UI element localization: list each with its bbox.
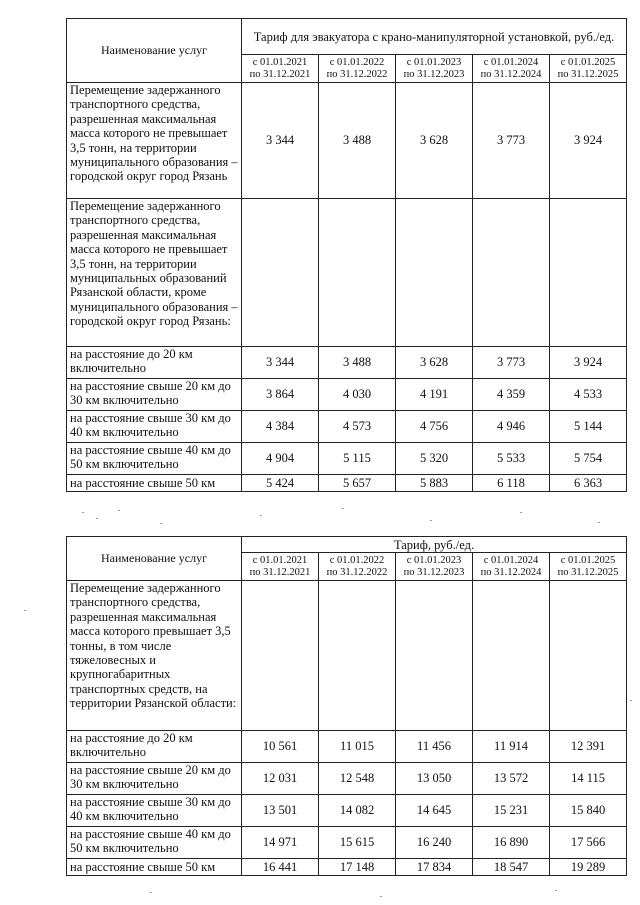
tariff-value-cell: 4 384 xyxy=(242,411,319,443)
scan-speck xyxy=(260,515,262,516)
tariff-value-cell xyxy=(242,581,319,731)
tariff-value-cell: 14 115 xyxy=(550,763,627,795)
tariff-value-cell: 13 572 xyxy=(473,763,550,795)
tariff-value-cell: 3 488 xyxy=(319,83,396,199)
scan-speck xyxy=(342,508,344,509)
tariff-group-header: Тариф, руб./ед. xyxy=(242,537,627,553)
tariff-value-cell: 11 015 xyxy=(319,731,396,763)
tariff-value-cell: 10 561 xyxy=(242,731,319,763)
tariff-value-cell: 3 924 xyxy=(550,347,627,379)
table-row xyxy=(67,859,627,876)
tariff-value-cell: 15 840 xyxy=(550,795,627,827)
tariff-value-cell: 5 320 xyxy=(396,443,473,475)
period-header: с 01.01.2025 по 31.12.2025 xyxy=(550,553,627,581)
table-row xyxy=(67,475,627,492)
tariff-value-cell xyxy=(550,199,627,347)
tariff-value-cell: 4 030 xyxy=(319,379,396,411)
scan-speck xyxy=(520,512,522,513)
scan-speck xyxy=(24,610,26,611)
tariff-value-cell xyxy=(473,199,550,347)
period-header: с 01.01.2023 по 31.12.2023 xyxy=(396,55,473,83)
service-name-cell: на расстояние свыше 40 км до 50 км включительно xyxy=(67,827,242,859)
tariff-value-cell: 18 547 xyxy=(473,859,550,876)
table-header-row xyxy=(67,19,627,55)
service-name-cell: Перемещение задержанного транспортного средства, разрешенная максимальная масса которого не превышает 3,5 тонн, на территории муниципального образования – городской округ город Рязань xyxy=(67,83,242,199)
service-name-cell: на расстояние свыше 20 км до 30 км включительно xyxy=(67,763,242,795)
period-header: с 01.01.2025 по 31.12.2025 xyxy=(550,55,627,83)
table-row xyxy=(67,199,627,347)
scan-speck xyxy=(160,523,162,524)
table-row xyxy=(67,379,627,411)
tariff-value-cell xyxy=(396,199,473,347)
period-header: с 01.01.2023 по 31.12.2023 xyxy=(396,553,473,581)
period-header: с 01.01.2024 по 31.12.2024 xyxy=(473,553,550,581)
table-row xyxy=(67,731,627,763)
service-name-cell: на расстояние до 20 км включительно xyxy=(67,347,242,379)
scan-speck xyxy=(150,892,152,893)
scan-speck xyxy=(96,518,98,519)
table-row xyxy=(67,763,627,795)
tariff-value-cell: 5 533 xyxy=(473,443,550,475)
service-name-cell: на расстояние свыше 30 км до 40 км включительно xyxy=(67,795,242,827)
scan-speck xyxy=(118,510,120,511)
service-name-cell: Перемещение задержанного транспортного средства, разрешенная максимальная масса которого превышает 3,5 тонны, в том числе тяжеловесных и крупногабаритных транспортных средств, на территории Рязанской области: xyxy=(67,581,242,731)
period-header: с 01.01.2024 по 31.12.2024 xyxy=(473,55,550,83)
tariff-value-cell: 12 031 xyxy=(242,763,319,795)
tariff-value-cell xyxy=(550,581,627,731)
service-name-cell: на расстояние до 20 км включительно xyxy=(67,731,242,763)
tariff-value-cell: 5 883 xyxy=(396,475,473,492)
tariff-value-cell: 4 573 xyxy=(319,411,396,443)
scan-speck xyxy=(555,890,557,891)
table-row xyxy=(67,827,627,859)
tariff-value-cell: 13 501 xyxy=(242,795,319,827)
tariff-value-cell xyxy=(319,581,396,731)
tariff-value-cell: 12 391 xyxy=(550,731,627,763)
tariff-value-cell: 3 628 xyxy=(396,347,473,379)
tariff-value-cell: 3 628 xyxy=(396,83,473,199)
tariff-value-cell: 14 971 xyxy=(242,827,319,859)
service-column-header: Наименование услуг xyxy=(67,537,242,581)
period-header: с 01.01.2021 по 31.12.2021 xyxy=(242,553,319,581)
service-name-cell: Перемещение задержанного транспортного средства, разрешенная максимальная масса которого не превышает 3,5 тонн, на территории муниципальных образований Рязанской области, кроме муниципального образования – городской округ город Рязань: xyxy=(67,199,242,347)
table-header-row xyxy=(67,537,627,553)
tariff-value-cell: 14 645 xyxy=(396,795,473,827)
tariff-value-cell: 3 773 xyxy=(473,347,550,379)
tariff-value-cell: 11 456 xyxy=(396,731,473,763)
tariff-value-cell: 15 615 xyxy=(319,827,396,859)
tariff-group-header: Тариф для эвакуатора с крано-манипуляторной установкой, руб./ед. xyxy=(242,19,627,55)
table-row xyxy=(67,581,627,731)
period-header: с 01.01.2021 по 31.12.2021 xyxy=(242,55,319,83)
tariff-value-cell: 11 914 xyxy=(473,731,550,763)
table-row xyxy=(67,795,627,827)
tariff-value-cell: 4 359 xyxy=(473,379,550,411)
tariff-value-cell: 3 488 xyxy=(319,347,396,379)
period-header: с 01.01.2022 по 31.12.2022 xyxy=(319,553,396,581)
service-column-header: Наименование услуг xyxy=(67,19,242,83)
tariff-value-cell: 4 946 xyxy=(473,411,550,443)
table-row xyxy=(67,411,627,443)
tariff-value-cell: 14 082 xyxy=(319,795,396,827)
scan-speck xyxy=(82,512,84,513)
tariff-value-cell: 12 548 xyxy=(319,763,396,795)
tariff-value-cell: 17 566 xyxy=(550,827,627,859)
tariff-table-crane xyxy=(66,18,627,492)
service-name-cell: на расстояние свыше 40 км до 50 км включительно xyxy=(67,443,242,475)
tariff-value-cell xyxy=(319,199,396,347)
tariff-value-cell: 5 115 xyxy=(319,443,396,475)
service-name-cell: на расстояние свыше 50 км xyxy=(67,859,242,876)
tariff-value-cell: 3 773 xyxy=(473,83,550,199)
tariff-value-cell xyxy=(396,581,473,731)
tariff-value-cell: 4 756 xyxy=(396,411,473,443)
period-header: с 01.01.2022 по 31.12.2022 xyxy=(319,55,396,83)
tariff-value-cell: 3 344 xyxy=(242,83,319,199)
table-row xyxy=(67,83,627,199)
tariff-value-cell: 5 657 xyxy=(319,475,396,492)
tariff-value-cell xyxy=(242,199,319,347)
tariff-value-cell: 16 890 xyxy=(473,827,550,859)
tariff-value-cell: 3 344 xyxy=(242,347,319,379)
tariff-value-cell: 6 118 xyxy=(473,475,550,492)
tariff-value-cell: 5 144 xyxy=(550,411,627,443)
tariff-value-cell: 15 231 xyxy=(473,795,550,827)
tariff-value-cell: 17 148 xyxy=(319,859,396,876)
tariff-value-cell: 16 441 xyxy=(242,859,319,876)
tariff-value-cell: 19 289 xyxy=(550,859,627,876)
tariff-value-cell: 17 834 xyxy=(396,859,473,876)
tariff-value-cell: 13 050 xyxy=(396,763,473,795)
scan-speck xyxy=(598,522,600,523)
table-row xyxy=(67,347,627,379)
scan-speck xyxy=(380,896,382,897)
tariff-value-cell: 4 533 xyxy=(550,379,627,411)
scan-speck xyxy=(630,700,632,701)
tariff-value-cell xyxy=(473,581,550,731)
service-name-cell: на расстояние свыше 20 км до 30 км включительно xyxy=(67,379,242,411)
tariff-value-cell: 16 240 xyxy=(396,827,473,859)
tariff-value-cell: 5 424 xyxy=(242,475,319,492)
service-name-cell: на расстояние свыше 50 км xyxy=(67,475,242,492)
tariff-value-cell: 3 864 xyxy=(242,379,319,411)
tariff-value-cell: 6 363 xyxy=(550,475,627,492)
tariff-value-cell: 4 904 xyxy=(242,443,319,475)
tariff-value-cell: 5 754 xyxy=(550,443,627,475)
table-row xyxy=(67,443,627,475)
tariff-value-cell: 4 191 xyxy=(396,379,473,411)
tariff-table-heavy xyxy=(66,536,627,876)
tariff-value-cell: 3 924 xyxy=(550,83,627,199)
service-name-cell: на расстояние свыше 30 км до 40 км включительно xyxy=(67,411,242,443)
scan-speck xyxy=(430,520,432,521)
